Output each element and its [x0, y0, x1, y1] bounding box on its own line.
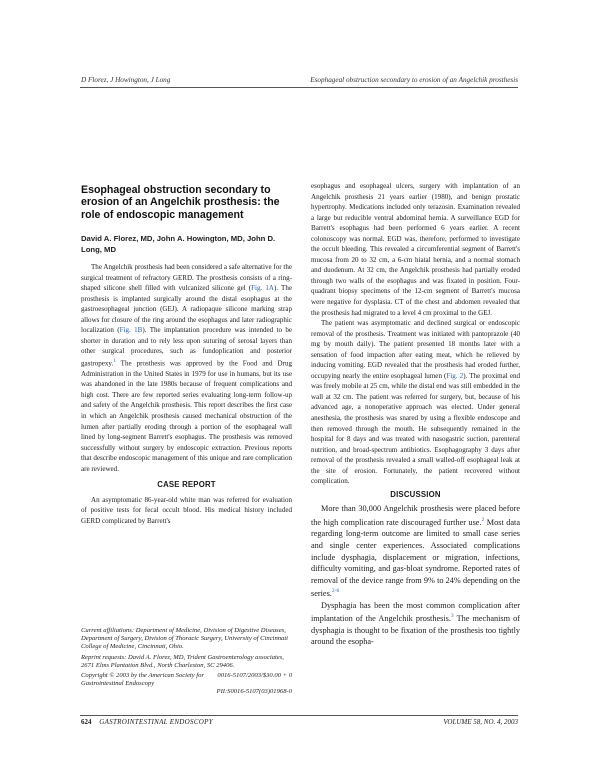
right-column	[311, 181, 520, 648]
running-header-authors: D Florez, J Howington, J Long	[81, 76, 171, 84]
page-footer	[81, 718, 518, 726]
fig-1a-link[interactable]: Fig. 1A	[251, 284, 274, 293]
case-report-paragraph: An asymptomatic 86-year-old white man was referred for evaluation of positive tests for fecal occult blood. His medical history included GERD complicated by Barrett's	[81, 495, 292, 525]
article-authors: David A. Florez, MD, John A. Howington, MD, John D. Long, MD	[81, 234, 276, 254]
fig-2-link[interactable]: Fig. 2	[446, 371, 464, 380]
discussion-paragraph-1: More than 30,000 Angelchik prosthesis were placed before the high complication rate discouraged further use.$^2$ Most data regarding long-term outcome are limited to small case series and single center experiences. Associated complications include dysphagia, displacement or migration, infections, difficulty vomiting, and gas-bloat syndrome. Reported rates of removal of the device range from 9% to 24% depending on the series.$^{2-6}$	[311, 504, 520, 599]
discussion-paragraph-2: Dysphagia has been the most common complication after implantation of the Angelchik prosthesis.$^3$ The mechanism of dysphagia is thought to be fixation of the prosthesis too tightly around the esopha-	[311, 600, 520, 647]
fig-1b-link[interactable]: Fig. 1B	[119, 326, 143, 335]
article-title: Esophageal obstruction secondary to erosion of an Angelchik prosthesis: the role of endoscopic management	[81, 184, 280, 221]
ref-2-link[interactable]: 2	[481, 517, 485, 523]
copyright: Copyright © 2003 by the American Society for Gastrointestinal Endoscopy	[81, 672, 205, 688]
ref-2-6-link[interactable]: 2-6	[331, 588, 340, 595]
case-report-paragraph-2: The patient was asymptomatic and declined surgical or endoscopic removal of the prosthesis. Treatment was initiated with pantoprazole (40 mg by mouth daily). The patient presented 18 months later with a sensation of food impaction after eating meat, which he relieved by inducing vomiting. EGD revealed that the prosthesis had eroded further, occupying nearly the entire esophageal lumen (Fig. 2). The proximal end was freely mobile at 25 cm, while the distal end was still embedded in the wall at 32 cm. The patient was referred for surgery, but, because of his advanced age, a nonoperative approach was elected. Under general anesthesia, the prosthesis was snared by using a flexible endoscope and then removed through the mouth. He subsequently remained in the hospital for 8 days and was treated with nasogastric suction, parenteral nutrition, and broad-spectrum antibiotics. Esophagography 3 days after removal of the prosthesis revealed a small walled-off esophageal leak at the site of erosion. Fortunately, the patient recovered without complication.	[311, 319, 521, 486]
running-header-title: Esophageal obstruction secondary to erosion of an Angelchik prosthesis	[310, 76, 518, 84]
current-affiliations: Current affiliations: Department of Medicine, Division of Digestive Diseases, Department of Surgery, Division of Thoracic Surgery, University of Cincinnati College of Medicine, Cincinnati, Ohio.	[81, 627, 289, 651]
header-divider	[80, 87, 518, 88]
ref-1-link[interactable]: 1	[113, 358, 116, 364]
case-report-continued: esophagus and esophageal ulcers, surgery with implantation of an Angelchik prosthesis 21 years earlier (1980), and benign prostatic hypertrophy. Medications included only terazosin. Examination revealed a large but reducible ventral abdominal hernia. A surveillance EGD for Barrett's esophagus had been performed 6 years earlier. A recent colonoscopy was normal. EGD was, therefore, performed to investigate the occult bleeding. This revealed a circumferential segment of Barrett's mucosa from 20 to 32 cm, a 6-cm hiatal hernia, and a normal stomach and duodenum. At 32 cm, the Angelchik prosthesis had partially eroded through two walls of the esophagus and was fixated in position. Four-quadrant biopsy specimens of the 12-cm segment of Barrett's mucosa were negative for dysplasia. CT of the chest and abdomen revealed that the prosthesis had migrated to a level 4 cm proximal to the GEJ.	[311, 182, 520, 317]
page-number: 624	[81, 718, 92, 726]
case-report-heading: CASE REPORT	[157, 480, 216, 490]
journal-name: GASTROINTESTINAL ENDOSCOPY	[99, 718, 213, 726]
reprint-requests: Reprint requests: David A. Florez, MD, Trident Gastroenterology associates, 2671 Elms Plantation Blvd., North Charleston, SC 29406.	[81, 653, 284, 669]
issn: 0016-5107/2003/$30.00 + 0	[217, 672, 292, 680]
volume-info: VOLUME 58, NO. 4, 2003	[443, 718, 518, 726]
footer-divider	[80, 715, 518, 716]
discussion-heading: DISCUSSION	[390, 489, 441, 499]
intro-paragraph: The Angelchik prosthesis had been considered a safe alternative for the surgical treatment of refractory GERD. The prosthesis consists of a ring-shaped silicone shell filled with vulcanized silicone gel (Fig. 1A). The prosthesis is implanted surgically around the distal esophagus at the gastroesophageal junction (GEJ). A radiopaque silicone marking strap allows for closure of the ring around the esophagus and later radiographic localization (Fig. 1B). The implantation procedure was intended to be shorter in duration and to rely less upon suturing of serosal layers than other surgical procedures, such as fundoplication and posterior gastropexy.$^1$ The prosthesis was approved by the Food and Drug Administration in the United States in 1979 for use in humans, but its use was abandoned in the late 1980s because of frequent complications and high cost. There are few reported series evaluating long-term follow-up and safety of the Angelchik prosthesis. This report describes the first case in which an Angelchik prosthesis caused mechanical obstruction of the lumen after partially eroding through a portion of the esophageal wall lined by long-segment Barrett's esophagus. The prosthesis was removed successfully without surgery by endoscopic extraction. Previous reports that describe endoscopic management of this unique and rare complication are reviewed.	[81, 263, 293, 473]
ref-3-link[interactable]: 3	[450, 613, 454, 620]
affiliations-block	[81, 627, 292, 697]
left-column	[81, 262, 292, 526]
pii: PII:S0016-5107(03)01968-0	[216, 688, 292, 696]
